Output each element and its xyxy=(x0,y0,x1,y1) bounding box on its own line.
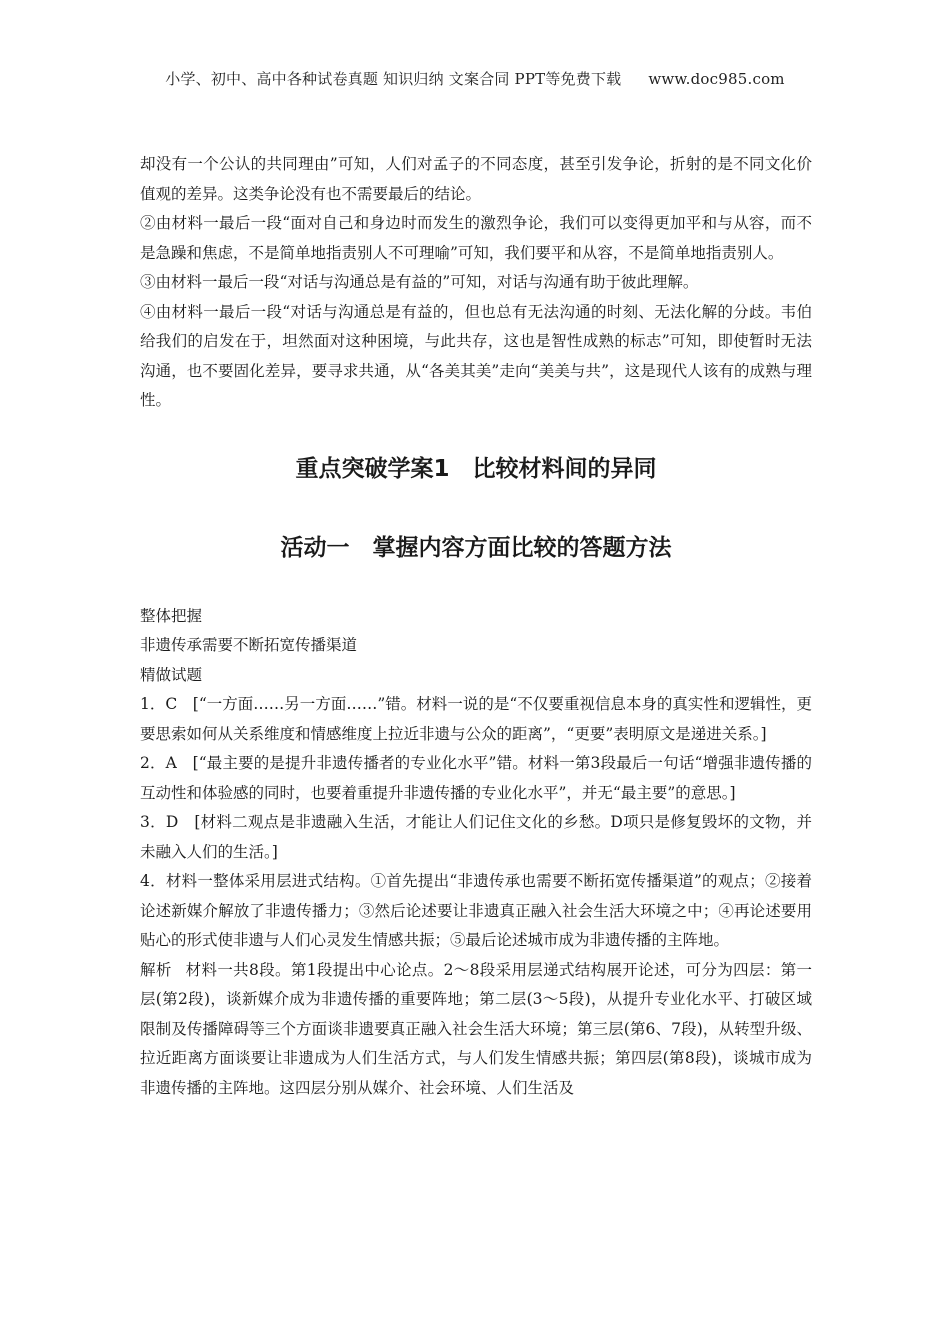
header-site[interactable]: www.doc985.com xyxy=(648,70,785,88)
main-title: 重点突破学案1 比较材料间的异同 xyxy=(295,455,657,482)
practice-label: 精做试题 xyxy=(140,665,203,684)
intro-paragraph-4: ④由材料一最后一段“对话与沟通总是有益的，但也总有无法沟通的时刻、无法化解的分歧。韦伯给我们的启发在于，坦然面对这种困境，与此共存，这也是智性成熟的标志”可知，即使暂时无法沟通，也不要固化差异，要寻求共通，从“各美其美”走向“美美与共”，这是现代人该有的成熟与理性。 xyxy=(140,302,812,409)
intro-paragraph-1: 却没有一个公认的共同理由”可知，人们对孟子的不同态度，甚至引发争论，折射的是不同文化价值观的差异。这类争论没有也不需要最后的结论。 xyxy=(140,155,812,203)
answer-2: 2．A [“最主要的是提升非遗传播者的专业化水平”错。材料一第3段最后一句话“增强非遗传播的互动性和体验感的同时，也要着重提升非遗传播的专业化水平”，并无“最主要”的意思。] xyxy=(140,754,812,802)
header-text: 小学、初中、高中各种试卷真题 知识归纳 文案合同 PPT等免费下载 xyxy=(165,70,622,88)
analysis-paragraph xyxy=(140,956,812,1104)
analysis-text: 材料一共8段。第1段提出中心论点。2～8段采用层递式结构展开论述，可分为四层：第一层(第2段)，谈新媒介成为非遗传播的重要阵地；第二层(3～5段)，从提升专业化水平、打破区域限制及传播障碍等三个方面谈非遗要真正融入社会生活大环境；第三层(第6、7段)，从转型升级、拉近距离方面谈要让非遗成为人们生活方式，与人们发生情感共振；第四层(第8段)，谈城市成为非遗传播的主阵地。这四层分别从媒介、社会环境、人们生活及 xyxy=(140,960,812,1097)
document-body xyxy=(140,150,812,1103)
answer-3: 3．D [材料二观点是非遗融入生活，才能让人们记住文化的乡愁。D项只是修复毁坏的文物，并未融入人们的生活。] xyxy=(140,813,812,861)
page-header xyxy=(0,68,950,89)
intro-paragraph-2: ②由材料一最后一段“面对自己和身边时而发生的激烈争论，我们可以变得更加平和与从容，而不是急躁和焦虑，不是简单地指责别人不可理喻”可知，我们要平和从容，不是简单地指责别人。 xyxy=(140,214,812,262)
overall-text: 非遗传承需要不断拓宽传播渠道 xyxy=(140,636,358,654)
intro-paragraph-3: ③由材料一最后一段“对话与沟通总是有益的”可知，对话与沟通有助于彼此理解。 xyxy=(140,273,699,291)
answer-4: 4．材料一整体采用层进式结构。①首先提出“非遗传承也需要不断拓宽传播渠道”的观点；②接着论述新媒介解放了非遗传播力；③然后论述要让非遗真正融入社会生活大环境之中；④再论述要用贴心的形式使非遗与人们心灵发生情感共振；⑤最后论述城市成为非遗传播的主阵地。 xyxy=(140,872,812,949)
answer-1: 1．C [“一方面……另一方面……”错。材料一说的是“不仅要重视信息本身的真实性和逻辑性，更要思索如何从关系维度和情感维度上拉近非遗与公众的距离”，“更要”表明原文是递进关系。] xyxy=(140,695,812,743)
analysis-label: 解析 xyxy=(140,960,172,979)
activity-title: 活动一 掌握内容方面比较的答题方法 xyxy=(280,534,672,561)
overall-label: 整体把握 xyxy=(140,606,203,625)
